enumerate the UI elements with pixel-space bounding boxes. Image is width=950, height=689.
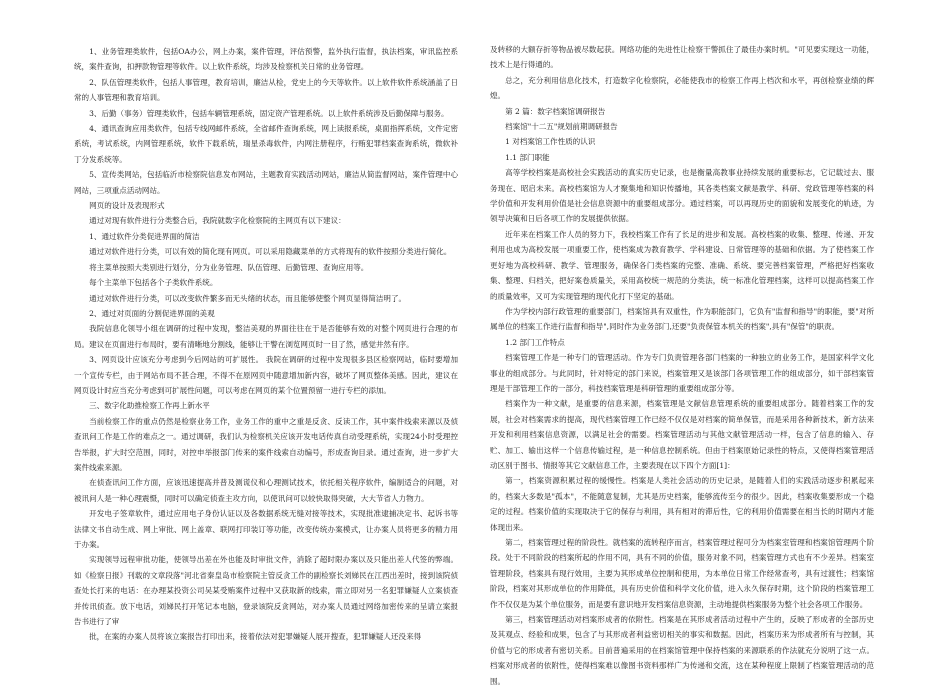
paragraph: 通过对软件进行分类，可以有效的简化现有网页。可以采用隐藏菜单的方式将现有的软件按照分类进行简化。	[89, 247, 452, 257]
section-heading: 1 对档案馆工作性质的认识	[505, 137, 596, 147]
paragraph: 总之，充分利用信息化技术，打造数字化检察院，必能使我市的检察工作再上档次和水平，再创检察业绩的辉煌。	[490, 75, 874, 101]
paragraph: 第一，档案资源积累过程的缓慢性。档案是人类社会活动的历史记录，是随着人们的实践活动逐步积累起来的，档案大多数是"孤本"，不能随意复制，尤其是历史档案，能够流传至今的很少。因此，档案收集要形成一个稳定的过程。档案价值的实现取决于它的保存与利用，具有相对的滞后性，它的利用价值需要在相当长的时期内才能体现出来。	[490, 476, 874, 532]
subheading: 1、通过软件分类促进界面的简洁	[89, 231, 200, 241]
paragraph: 3、网页设计应该充分考虑到今后网站的可扩展性。 我院在调研的过程中发现很多县区检察网站，临时要增加一个宣传专栏，由于网站布局不甚合理，不得不在原网页中随意增加新内容，破坏了网页整体美感。因此，建议在网页设计时应当充分考虑到可扩展性问题，可以考虑在网页的某个位置预留一进行专栏的添加。	[74, 355, 458, 395]
paragraph: 近年来在档案工作人员的努力下，我校档案工作有了长足的进步和发展。高校档案的收集、整理、传递、开发利用也成为高校发展一项重要工作，使档案成为教育教学、学科建设、日常管理等的基础和依据。为了使档案工作更好地为高校科研、教学、管理服务，确保各门类档案的完整、准确、系统、要完善档案管理，严格把好档案收集、整理、归档关，把好案卷质量关，采用高校统一规范的分类法，统一标准化管理档案，这样可以提高档案工作的质量效率，又可为实现管理的现代化打下坚定的基础。	[490, 229, 874, 301]
paragraph: 开发电子签章软件，通过应用电子身份认证以及各数据系统无缝对接等技术，实现批准逮捕决定书、起诉书等法律文书自动生成、网上审批、网上盖章、联网打印装订等功能，改变传统办案模式，让办案人员将更多的精力用于办案。	[74, 509, 458, 549]
paragraph: 将主菜单按照大类别进行划分，分为业务管理、队伍管理、后勤管理、查询应用等。	[89, 262, 369, 272]
paragraph: 当前检察工作的重点仍然是检察业务工作，业务工作的重中之重是反贪、反读工作，其中案件线索来源以及侦查讯问工作是工作的难点之一。通过调研，我们认为检察机关应该开发电话传真自动受理系统，实现24小时受理控告举报，扩大时空范围，同时，对控申举报部门传来的案件线索自动编号，形成查询目录。通过查询，进一步扩大案件线索来源。	[74, 416, 458, 472]
right-column	[490, 42, 874, 689]
paragraph: 3、后勤（事务）管理类软件，包括车辆管理系统，固定资产管理系统。以上软件系统涉及后勤保障与服务。	[89, 108, 449, 118]
report-title: 档案馆"十二五"规划前期调研报告	[505, 122, 618, 132]
paragraph: 作为学校内部行政管理的重要部门，档案馆具有双重性，作为职能部门，它负有"监督和指导"的职能，要"对所属单位的档案工作进行监督和指导",同时作为业务部门,还要"负责保管本机关的档案",具有"保管"的职责。	[490, 306, 874, 332]
section-heading: 网页的设计及表现形式	[89, 201, 165, 211]
paragraph: 通过对现有软件进行分类整合后，我院就数字化检察院的主网页有以下建议：	[89, 216, 346, 226]
subheading: 1.2 部门工作特点	[505, 337, 565, 347]
paragraph: 通过对软件进行分类，可以改变软件繁多而无头绪的状态，而且能够使整个网页显得简洁明了。	[89, 293, 407, 303]
paragraph: 第二，档案管理过程的阶段性。就档案的流转程序而言，档案管理过程可分为档案室管理和档案馆管理两个阶段。处于不同阶段的档案所起的作用不同，具有不同的价值，服务对象不同，档案管理方式也有不少差异。档案室管理阶段，档案具有现行效用，主要为其形成单位控制和使用，为本单位日常工作经常查考，具有过渡性；档案馆阶段，档案对其形成单位的作用降低，具有历史价值和科学文化价值，进入永久保存时期，这个阶段的档案管理工作不仅仅是为某个单位服务，而是要有意识地开发档案信息资源，主动地提供档案服务为整个社会各项工作服务。	[490, 538, 874, 609]
paragraph: 批，在案的办案人员将该立案报告打印出来，接着依法对犯罪嫌疑人展开搜查，犯罪嫌疑人还没来得	[89, 632, 422, 642]
paragraph: 4、通讯查询应用类软件，包括专线网邮件系统，全省邮件查询系统，网上读报系统，桌面指挥系统，文件定密系统，考试系统，内网管理系统，软件下载系统，瑞星杀毒软件，内网注册程序，行贿犯罪档案查询系统，微软补丁分发系统等。	[74, 124, 458, 164]
subheading: 1.1 部门职能	[505, 152, 550, 162]
subheading: 2、通过对页面的分割促进界面的美观	[89, 308, 215, 318]
paragraph: 高等学校档案是高校社会实践活动的真实历史记录，也是衡量高教事业持续发展的重要标志，它记载过去、服务现在、昭启未来。高校档案馆为人才聚集地和知识传播地，其各类档案文献是教学、科研、党政管理等档案的科学价值和开发利用价值是社会信息资源中的重要组成部分。通过档案，可以再现历史的面貌和发展变化的轨迹，为领导决策和日后各项工作的发展提供依据。	[490, 168, 874, 224]
paragraph: 1、业务管理类软件，包括OA办公，网上办案，案件管理，评估预警，监外执行监督，执法档案，审讯监控系统，案件查询，扣押款物管理等软件。以上软件系统，均涉及检察机关日常的业务管理。	[74, 47, 458, 72]
paragraph: 我院信息化领导小组在调研的过程中发现，整洁美观的界面往往在于是否能够有效的对整个网页进行合理的布局。建议在页面进行布局时，要有清晰地分割线，能够让干警在浏览网页时一目了然，感觉井然有序。	[74, 324, 458, 349]
paragraph: 实现领导远程审批功能，使领导出差在外也能及时审批文件，消除了超时限办案以及只能出差人代签的弊端。如《检察日报》刊载的文章段落"河北省秦皇岛市检察院主管反贪工作的副检察长刘娣民在江西出差时，接到该院侦查处长打来的电话：在办理某投资公司吴某受贿案件过程中又获取新的线索，需立即对另一名犯罪嫌疑人立案侦查并传讯侦查。放下电话，刘娣民打开笔记本电脑，登录该院反贪网站，对办案人员通过网络加密传来的呈请立案报告书进行了审	[74, 555, 458, 627]
paragraph: 在侦查讯问工作方面，应该迅速提高并普及测谎仪和心理测试技术，依托相关程序软件，编制适合的问题，对被讯问人是一种心理震慑，同时可以确定侦查主攻方向，以使讯问可以较快取得突破，大大节省人力物力。	[74, 478, 458, 503]
paragraph: 每个主菜单下包括各个子类软件系统。	[89, 278, 218, 288]
article-title: 第 2 篇：数字档案馆调研报告	[505, 106, 606, 116]
left-column	[74, 44, 458, 645]
paragraph: 及转移的大额存折等物品被尽数起获。网络功能的先进性让检察干警抓住了最佳办案时机。"可见要实现这一功能，技术上是行得通的。	[490, 45, 874, 70]
paragraph: 档案作为一种文献，是重要的信息来源，档案管理是文献信息管理系统的重要组成部分。随着档案工作的发展，社会对档案需求的提高，现代档案管理工作已经不仅仅是对档案的简单保管，而是采用各种新技术，新方法来开发和利用档案信息资源，以满足社会的需要。档案管理活动与其他文献管理活动一样，包含了信息的输入、存贮、加工、输出这样一个信息传输过程，是一种信息控制系统。但由于档案原始记录性的特点，又使得档案管理活动区别于图书、情报等其它文献信息工作，主要表现在以下四个方面[1]：	[490, 399, 874, 470]
section-heading: 三、数字化助推检察工作再上新水平	[89, 401, 210, 411]
paragraph: 5、宣传类网站，包括临沂市检察院信息发布网站，主题教育实践活动网站，廉洁从简监督网站，案件管理中心网站，三项重点活动网站。	[74, 170, 458, 195]
paragraph: 第三，档案管理活动对档案形成者的依附性。档案是在其形成者活动过程中产生的，反映了形成者的全部历史及其观点、经验和成果，包含了与其形成者利益密切相关的事实和数据。因此，档案历来为形成者所有与控制，其价值与它的形成者有密切关系。目前普遍采用的在档案馆管理中保持档案的来源联系的作法就充分说明了这一点。档案对形成者的依附性，使得档案难以像图书资料那样广为传递和交流，这在某种程度上限制了档案管理活动的范围。	[490, 615, 874, 686]
paragraph: 档案管理工作是一种专门的管理活动。作为专门负责管理各部门档案的一种独立的业务工作，是国家科学文化事业的组成部分。与此同时，针对特定的部门来说，档案管理又是该部门各项管理工作的组成部分，如干部档案管理是干部管理工作的一部分，科技档案管理是科研管理的重要组成部分等。	[490, 353, 874, 393]
paragraph: 2、队伍管理类软件，包括人事管理，教育培训，廉洁从检，党史上的今天等软件。以上软件软件系统涵盖了日常的人事管理和教育培训。	[74, 77, 458, 103]
